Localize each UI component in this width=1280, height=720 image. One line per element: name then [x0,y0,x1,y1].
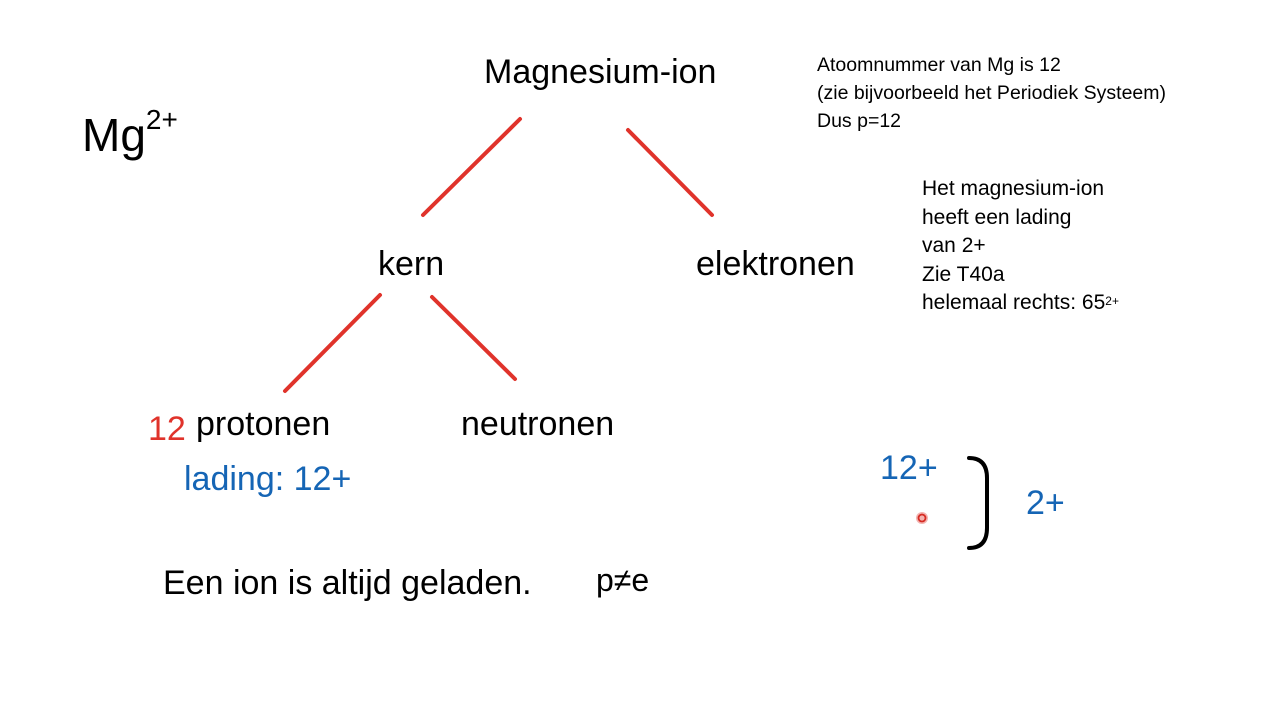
tree-node-neutronen: neutronen [461,405,615,443]
note-atomic-number-line: Atoomnummer van Mg is 12 [817,54,1061,76]
branch-line-kern-protonen [285,295,380,391]
note-ion-charge-line: Het magnesium-ion [922,177,1105,200]
branch-line-kern-neutronen [432,297,515,379]
note-ion-charge-line: Zie T40a [922,262,1005,286]
note-atomic-number-line: (zie bijvoorbeeld het Periodiek Systeem) [817,82,1167,104]
charge-net-label: 2+ [1026,484,1065,522]
tree-root-magnesium-ion: Magnesium-ion [484,53,717,91]
formula-base: Mg [82,109,146,161]
tree-node-protonen: protonen [196,405,331,443]
note-ion-charge-line: heeft een lading [922,205,1072,229]
note-last-prefix: helemaal rechts: 65 [922,291,1106,314]
tree-node-kern: kern [378,245,445,283]
charge-total-label: 12+ [880,449,938,487]
branch-line-root-kern [423,119,520,215]
bracket-shape [969,458,987,548]
tree-node-elektronen: elektronen [696,245,855,283]
nucleus-charge-label: lading: 12+ [184,460,352,498]
ion-statement: Een ion is altijd geladen. [163,564,532,602]
p-not-equal-e: p≠e [596,562,650,598]
formula-charge: 2+ [145,104,178,135]
note-atomic-number-line: Dus p=12 [817,110,902,132]
cursor-dot-icon [916,512,928,524]
note-last-sup: 2+ [1105,294,1119,308]
branch-line-root-elektronen [628,130,712,215]
protons-count: 12 [148,410,186,448]
note-ion-charge-line: van 2+ [922,234,986,257]
